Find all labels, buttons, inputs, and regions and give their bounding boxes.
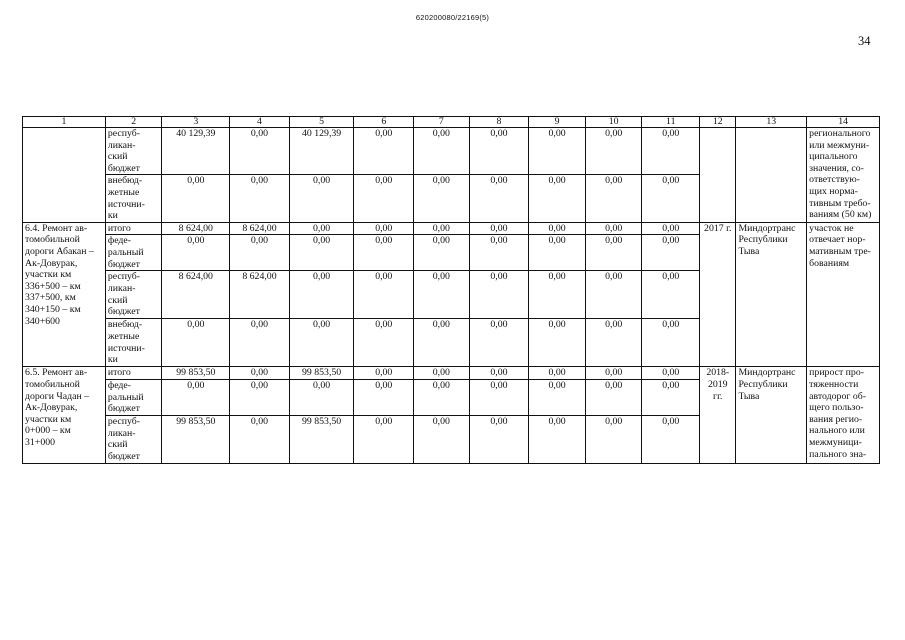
header-cell: 4 <box>230 117 290 128</box>
value-cell: 0,00 <box>469 222 529 235</box>
value-cell: 0,00 <box>354 367 414 380</box>
header-cell: 8 <box>469 117 529 128</box>
value-cell: 0,00 <box>414 319 470 367</box>
value-cell: 0,00 <box>469 367 529 380</box>
header-cell: 3 <box>162 117 230 128</box>
note-cell: участок не отвечает нор- мативным тре- бованиям <box>807 222 880 367</box>
value-cell: 0,00 <box>469 379 529 415</box>
value-cell: 0,00 <box>529 415 586 463</box>
value-cell: 0,00 <box>354 379 414 415</box>
note-cell: регионального или межмуни- ципального значения, со- ответствую- щих норма- тивным требо- ваниям (50 км) <box>807 128 880 223</box>
value-cell: 0,00 <box>414 175 470 222</box>
value-cell: 8 624,00 <box>162 222 230 235</box>
value-cell: 0,00 <box>529 222 586 235</box>
value-cell: 0,00 <box>642 319 700 367</box>
value-cell: 0,00 <box>585 415 642 463</box>
value-cell: 0,00 <box>529 319 586 367</box>
funding-source-cell: респуб- ликан- ский бюджет <box>105 271 162 319</box>
value-cell: 0,00 <box>230 367 290 380</box>
executor-cell: Миндортранс Республики Тыва <box>736 222 807 367</box>
value-cell: 0,00 <box>585 175 642 222</box>
funding-source-cell: феде- ральный бюджет <box>105 379 162 415</box>
value-cell: 0,00 <box>469 235 529 271</box>
value-cell: 0,00 <box>354 235 414 271</box>
value-cell: 0,00 <box>529 235 586 271</box>
value-cell: 0,00 <box>162 319 230 367</box>
year-cell-empty <box>700 128 736 223</box>
value-cell: 0,00 <box>230 235 290 271</box>
object-cell-empty <box>23 128 106 223</box>
header-row <box>23 117 880 128</box>
funding-source-cell: внебюд- жетные источни- ки <box>105 319 162 367</box>
value-cell: 0,00 <box>469 319 529 367</box>
value-cell: 0,00 <box>414 271 470 319</box>
value-cell: 0,00 <box>289 235 354 271</box>
value-cell: 0,00 <box>529 367 586 380</box>
value-cell: 99 853,50 <box>289 367 354 380</box>
executor-cell-empty <box>736 128 807 223</box>
funding-source-cell: феде- ральный бюджет <box>105 235 162 271</box>
value-cell: 0,00 <box>642 222 700 235</box>
value-cell: 0,00 <box>469 415 529 463</box>
value-cell: 0,00 <box>230 128 290 175</box>
header-cell: 13 <box>736 117 807 128</box>
value-cell: 40 129,39 <box>289 128 354 175</box>
value-cell: 0,00 <box>414 379 470 415</box>
value-cell: 0,00 <box>414 128 470 175</box>
value-cell: 0,00 <box>354 415 414 463</box>
value-cell: 8 624,00 <box>162 271 230 319</box>
value-cell: 0,00 <box>529 379 586 415</box>
value-cell: 0,00 <box>162 175 230 222</box>
value-cell: 0,00 <box>289 222 354 235</box>
header-cell: 6 <box>354 117 414 128</box>
note-cell: прирост про- тяженности автодорог об- щего пользо- вания регио- нального или межмуници- пального зна- <box>807 367 880 464</box>
value-cell: 0,00 <box>289 319 354 367</box>
value-cell: 0,00 <box>585 271 642 319</box>
budget-table <box>22 116 880 464</box>
value-cell: 0,00 <box>642 271 700 319</box>
funding-source-cell: внебюд- жетные источни- ки <box>105 175 162 222</box>
funding-source-cell: респуб- ликан- ский бюджет <box>105 415 162 463</box>
value-cell: 99 853,50 <box>162 415 230 463</box>
header-cell: 12 <box>700 117 736 128</box>
value-cell: 0,00 <box>585 222 642 235</box>
header-cell: 10 <box>585 117 642 128</box>
header-cell: 7 <box>414 117 470 128</box>
document-id: 620200080/22169(5) <box>415 13 490 22</box>
value-cell: 0,00 <box>230 175 290 222</box>
value-cell: 0,00 <box>354 271 414 319</box>
table-row <box>23 367 880 380</box>
value-cell: 0,00 <box>469 128 529 175</box>
value-cell: 0,00 <box>289 271 354 319</box>
funding-source-cell: итого <box>105 367 162 380</box>
object-cell: 6.4. Ремонт ав- томобильной дороги Абакан – Ак-Довурак, участки км 336+500 – км 337+500, км 340+150 – км 340+600 <box>23 222 106 367</box>
value-cell: 0,00 <box>230 319 290 367</box>
value-cell: 0,00 <box>162 379 230 415</box>
header-cell: 11 <box>642 117 700 128</box>
value-cell: 0,00 <box>529 128 586 175</box>
year-cell: 2018- 2019 гг. <box>700 367 736 464</box>
value-cell: 0,00 <box>529 175 586 222</box>
header-cell: 14 <box>807 117 880 128</box>
object-cell: 6.5. Ремонт ав- томобильной дороги Чадан – Ак-Довурак, участки км 0+000 – км 31+000 <box>23 367 106 464</box>
funding-source-cell: респуб- ликан- ский бюджет <box>105 128 162 175</box>
value-cell: 0,00 <box>354 319 414 367</box>
value-cell: 0,00 <box>642 379 700 415</box>
header-cell: 2 <box>105 117 162 128</box>
value-cell: 0,00 <box>414 367 470 380</box>
value-cell: 0,00 <box>230 379 290 415</box>
value-cell: 0,00 <box>414 222 470 235</box>
value-cell: 99 853,50 <box>162 367 230 380</box>
value-cell: 0,00 <box>230 415 290 463</box>
value-cell: 0,00 <box>414 235 470 271</box>
header-cell: 1 <box>23 117 106 128</box>
value-cell: 8 624,00 <box>230 271 290 319</box>
value-cell: 0,00 <box>585 379 642 415</box>
value-cell: 0,00 <box>585 367 642 380</box>
table-row <box>23 128 880 175</box>
page-number: 34 <box>858 34 871 48</box>
value-cell: 99 853,50 <box>289 415 354 463</box>
header-cell: 5 <box>289 117 354 128</box>
value-cell: 0,00 <box>414 415 470 463</box>
value-cell: 0,00 <box>642 235 700 271</box>
value-cell: 0,00 <box>354 128 414 175</box>
value-cell: 0,00 <box>642 415 700 463</box>
value-cell: 40 129,39 <box>162 128 230 175</box>
year-cell: 2017 г. <box>700 222 736 367</box>
value-cell: 8 624,00 <box>230 222 290 235</box>
value-cell: 0,00 <box>585 235 642 271</box>
executor-cell: Миндортранс Республики Тыва <box>736 367 807 464</box>
value-cell: 0,00 <box>469 175 529 222</box>
value-cell: 0,00 <box>585 319 642 367</box>
header-cell: 9 <box>529 117 586 128</box>
value-cell: 0,00 <box>642 175 700 222</box>
value-cell: 0,00 <box>469 271 529 319</box>
value-cell: 0,00 <box>354 175 414 222</box>
table-row <box>23 222 880 235</box>
value-cell: 0,00 <box>162 235 230 271</box>
value-cell: 0,00 <box>289 379 354 415</box>
value-cell: 0,00 <box>642 367 700 380</box>
value-cell: 0,00 <box>642 128 700 175</box>
value-cell: 0,00 <box>585 128 642 175</box>
value-cell: 0,00 <box>529 271 586 319</box>
funding-source-cell: итого <box>105 222 162 235</box>
value-cell: 0,00 <box>289 175 354 222</box>
value-cell: 0,00 <box>354 222 414 235</box>
